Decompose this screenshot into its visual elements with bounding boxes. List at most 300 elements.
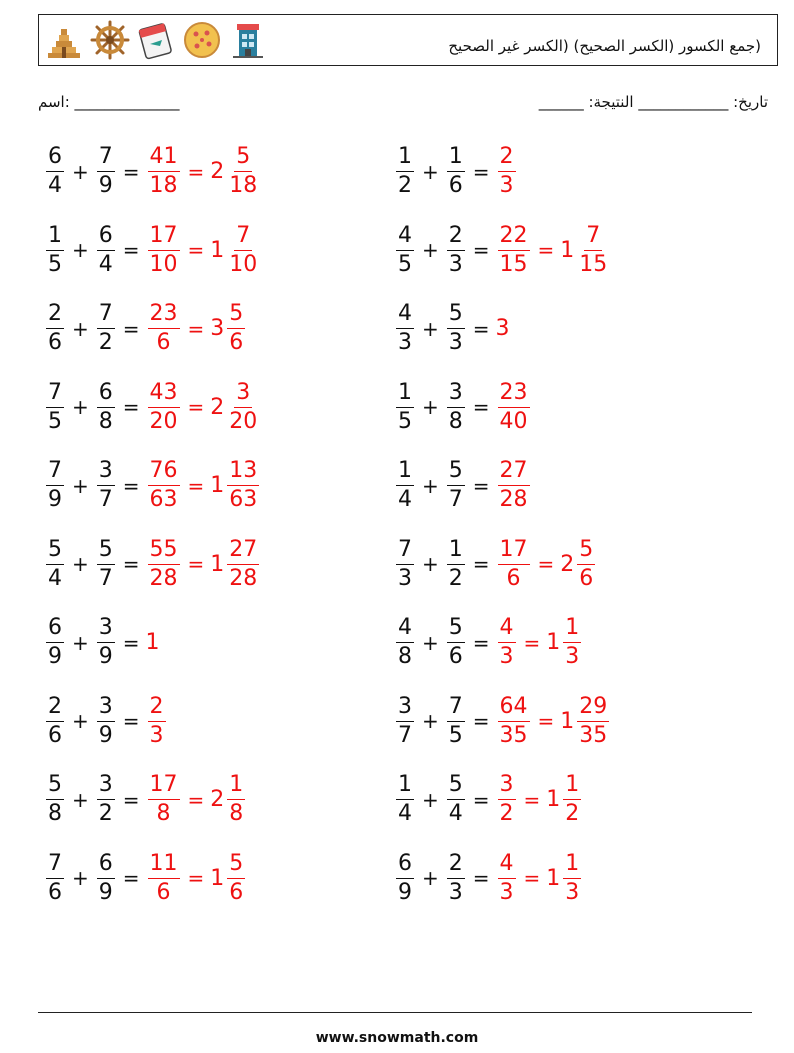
fraction (447, 773, 465, 826)
denominator: 9 (98, 722, 113, 748)
numerator: 1 (396, 459, 414, 486)
equals-sign: = (523, 866, 541, 890)
fraction (396, 145, 414, 198)
denominator: 10 (229, 251, 258, 277)
fraction (46, 302, 64, 355)
numerator: 55 (148, 538, 180, 565)
numerator: 4 (498, 616, 516, 643)
plus-sign: + (422, 316, 439, 341)
fraction (498, 695, 530, 748)
denominator: 5 (398, 251, 412, 277)
denominator: 3 (499, 173, 514, 198)
mixed-whole: 1 (210, 473, 225, 498)
numerator: 6 (97, 852, 115, 879)
equals-sign: = (187, 866, 205, 890)
denominator: 15 (579, 251, 608, 277)
numerator: 1 (563, 773, 581, 800)
numerator: 6 (97, 381, 115, 408)
fraction (396, 381, 414, 434)
fraction (498, 224, 530, 277)
numerator: 3 (498, 773, 516, 800)
fraction (396, 538, 414, 591)
numerator: 6 (46, 616, 64, 643)
fraction (563, 616, 581, 669)
numerator: 23 (148, 302, 180, 329)
fraction (148, 773, 180, 826)
fraction (148, 459, 180, 512)
plus-sign: + (422, 238, 439, 262)
numerator: 17 (148, 773, 180, 800)
plus-sign: + (72, 159, 89, 184)
equals-sign: = (187, 552, 205, 576)
denominator: 6 (579, 565, 594, 591)
fraction (447, 852, 465, 905)
worksheet-header (38, 14, 778, 66)
denominator: 3 (448, 879, 463, 905)
fraction (577, 538, 595, 591)
denominator: 20 (149, 408, 178, 434)
numerator: 1 (227, 773, 245, 800)
fraction (46, 538, 64, 591)
denominator: 28 (149, 565, 178, 591)
numerator: 5 (46, 538, 64, 565)
equals-sign: = (122, 395, 140, 419)
denominator: 4 (398, 487, 412, 512)
fraction (97, 224, 115, 277)
denominator: 9 (48, 644, 62, 669)
fraction (447, 459, 465, 512)
denominator: 3 (565, 879, 580, 905)
fraction (577, 224, 609, 277)
equals-sign: = (122, 159, 140, 184)
equals-sign: = (537, 709, 555, 733)
fraction (46, 224, 64, 277)
denominator: 4 (98, 251, 113, 277)
mixed-whole: 2 (210, 787, 225, 812)
fraction (396, 852, 414, 905)
denominator: 7 (98, 487, 113, 512)
fraction (498, 381, 530, 434)
numerator: 5 (227, 852, 245, 879)
numerator: 76 (148, 459, 180, 486)
denominator: 20 (229, 408, 258, 434)
problem-row (394, 695, 611, 748)
numerator: 2 (447, 852, 465, 879)
boarding-pass-icon (136, 20, 176, 60)
fraction (227, 773, 245, 826)
numerator: 7 (396, 538, 414, 565)
denominator: 8 (229, 801, 244, 826)
equals-sign: = (187, 473, 205, 498)
numerator: 5 (447, 302, 465, 329)
denominator: 7 (448, 487, 463, 512)
equals-sign: = (472, 473, 490, 498)
plus-sign: + (422, 709, 439, 733)
problem-row (44, 459, 261, 512)
numerator: 17 (498, 538, 530, 565)
problem-row (44, 302, 247, 355)
denominator: 8 (448, 408, 463, 434)
name-field: اسم: ______________ (38, 93, 180, 111)
denominator: 8 (48, 801, 62, 826)
denominator: 63 (149, 487, 178, 512)
problem-row (394, 224, 611, 277)
equals-sign: = (187, 238, 205, 262)
problem-row (44, 145, 261, 198)
equals-sign: = (472, 552, 490, 576)
problem-row (394, 459, 532, 512)
denominator: 15 (499, 251, 528, 277)
fraction (396, 302, 414, 355)
fraction (148, 538, 180, 591)
equals-sign: = (472, 630, 490, 655)
denominator: 3 (398, 330, 412, 355)
footer-divider (38, 1012, 752, 1013)
fraction (97, 616, 115, 669)
denominator: 2 (398, 173, 412, 198)
fraction (97, 538, 115, 591)
denominator: 4 (48, 173, 62, 198)
denominator: 4 (48, 565, 62, 591)
denominator: 6 (448, 644, 463, 669)
denominator: 6 (448, 173, 463, 198)
equals-sign: = (187, 787, 205, 812)
numerator: 2 (46, 695, 64, 722)
fraction (97, 852, 115, 905)
plus-sign: + (72, 473, 89, 498)
numerator: 6 (396, 852, 414, 879)
plus-sign: + (422, 552, 439, 576)
numerator: 7 (46, 852, 64, 879)
plus-sign: + (422, 630, 439, 655)
plus-sign: + (422, 159, 439, 184)
fraction (46, 695, 64, 748)
equals-sign: = (472, 238, 490, 262)
fraction (563, 852, 581, 905)
equals-sign: = (523, 630, 541, 655)
fraction (498, 852, 516, 905)
denominator: 3 (398, 565, 412, 591)
plus-sign: + (422, 473, 439, 498)
equals-sign: = (122, 787, 140, 812)
problem-row (44, 852, 247, 905)
denominator: 7 (398, 722, 412, 748)
plus-sign: + (72, 238, 89, 262)
numerator: 7 (97, 302, 115, 329)
fraction (447, 538, 465, 591)
fraction (97, 695, 115, 748)
fraction (447, 145, 465, 198)
numerator: 5 (447, 459, 465, 486)
denominator: 8 (156, 801, 171, 826)
denominator: 5 (48, 251, 62, 277)
denominator: 3 (448, 330, 463, 355)
numerator: 1 (447, 145, 465, 172)
fraction (97, 459, 115, 512)
fraction (447, 616, 465, 669)
denominator: 2 (448, 565, 463, 591)
equals-sign: = (523, 787, 541, 812)
fraction (227, 145, 259, 198)
equals-sign: = (537, 552, 555, 576)
denominator: 35 (499, 722, 528, 748)
header-icons (44, 20, 268, 60)
numerator: 23 (498, 381, 530, 408)
denominator: 28 (229, 565, 258, 591)
numerator: 1 (563, 852, 581, 879)
denominator: 6 (506, 565, 521, 591)
denominator: 8 (398, 644, 412, 669)
denominator: 18 (229, 173, 258, 198)
numerator: 29 (577, 695, 609, 722)
numerator: 1 (396, 381, 414, 408)
numerator: 17 (148, 224, 180, 251)
fraction (396, 695, 414, 748)
equals-sign: = (122, 709, 140, 733)
footer-url: www.snowmath.com (315, 1030, 479, 1046)
numerator: 5 (577, 538, 595, 565)
fraction (227, 302, 245, 355)
numerator: 6 (97, 224, 115, 251)
fraction (447, 302, 465, 355)
denominator: 6 (156, 330, 171, 355)
numerator: 3 (97, 459, 115, 486)
numerator: 5 (97, 538, 115, 565)
fraction (46, 852, 64, 905)
numerator: 3 (97, 773, 115, 800)
problem-row (394, 616, 583, 669)
plus-sign: + (72, 316, 89, 341)
equals-sign: = (187, 316, 205, 341)
numerator: 7 (97, 145, 115, 172)
denominator: 6 (229, 879, 244, 905)
plus-sign: + (422, 866, 439, 890)
fraction (97, 381, 115, 434)
numerator: 3 (97, 616, 115, 643)
plus-sign: + (72, 866, 89, 890)
numerator: 3 (447, 381, 465, 408)
plus-sign: + (72, 552, 89, 576)
fraction (97, 145, 115, 198)
denominator: 2 (98, 330, 113, 355)
numerator: 41 (148, 145, 180, 172)
numerator: 2 (46, 302, 64, 329)
numerator: 3 (396, 695, 414, 722)
fraction (498, 538, 530, 591)
fraction (148, 381, 180, 434)
plus-sign: + (422, 787, 439, 812)
problem-row (394, 145, 518, 198)
numerator: 5 (227, 302, 245, 329)
numerator: 13 (227, 459, 259, 486)
plus-sign: + (72, 630, 89, 655)
numerator: 64 (498, 695, 530, 722)
denominator: 6 (48, 879, 62, 905)
numerator: 1 (396, 145, 414, 172)
equals-sign: = (122, 866, 140, 890)
numerator: 27 (227, 538, 259, 565)
fraction (396, 459, 414, 512)
denominator: 9 (398, 879, 412, 905)
numerator: 5 (234, 145, 252, 172)
problem-row (44, 381, 261, 434)
denominator: 5 (448, 722, 463, 748)
problem-row (44, 224, 261, 277)
fraction (46, 773, 64, 826)
fraction (396, 773, 414, 826)
problem-row (394, 773, 583, 826)
plus-sign: + (72, 395, 89, 419)
equals-sign: = (472, 787, 490, 812)
fraction (227, 381, 259, 434)
denominator: 8 (98, 408, 113, 434)
plus-sign: + (72, 709, 89, 733)
equals-sign: = (122, 238, 140, 262)
denominator: 40 (499, 408, 528, 434)
numerator: 1 (447, 538, 465, 565)
problem-row (44, 695, 168, 748)
denominator: 5 (398, 408, 412, 434)
denominator: 3 (448, 251, 463, 277)
plus-sign: + (422, 395, 439, 419)
denominator: 6 (156, 879, 171, 905)
denominator: 6 (229, 330, 244, 355)
mixed-whole: 3 (210, 316, 225, 341)
problem-row (44, 773, 247, 826)
fraction (227, 852, 245, 905)
fraction (577, 695, 609, 748)
fraction (148, 145, 180, 198)
mixed-whole: 1 (560, 237, 575, 263)
problem-row (394, 302, 510, 355)
fraction (46, 616, 64, 669)
numerator: 7 (234, 224, 252, 251)
numerator: 5 (447, 616, 465, 643)
mixed-whole: 2 (210, 394, 225, 420)
mixed-whole: 1 (210, 551, 225, 577)
equals-sign: = (472, 709, 490, 733)
date-score-field: ______ :تاريخ: ____________ النتيجة (538, 93, 768, 111)
mixed-whole: 1 (546, 630, 561, 655)
equals-sign: = (122, 630, 140, 655)
denominator: 4 (448, 801, 463, 826)
equals-sign: = (187, 395, 205, 419)
denominator: 3 (565, 644, 580, 669)
pizza-icon (182, 20, 222, 60)
numerator: 43 (148, 381, 180, 408)
numerator: 4 (396, 224, 414, 251)
numerator: 3 (234, 381, 252, 408)
fraction (396, 616, 414, 669)
fraction (148, 695, 166, 748)
numerator: 5 (447, 773, 465, 800)
equals-sign: = (472, 316, 490, 341)
fraction (227, 459, 259, 512)
denominator: 9 (98, 879, 113, 905)
numerator: 11 (148, 852, 180, 879)
numerator: 2 (498, 145, 516, 172)
fraction (227, 538, 259, 591)
numerator: 1 (563, 616, 581, 643)
denominator: 2 (565, 801, 580, 826)
numerator: 4 (498, 852, 516, 879)
fraction (46, 459, 64, 512)
denominator: 2 (98, 801, 113, 826)
mixed-whole: 1 (546, 787, 561, 812)
denominator: 2 (499, 801, 514, 826)
pyramid-icon (44, 20, 84, 60)
answer-whole: 3 (495, 316, 510, 341)
denominator: 9 (98, 173, 113, 198)
denominator: 35 (579, 722, 608, 748)
equals-sign: = (122, 473, 140, 498)
fraction (148, 224, 180, 277)
numerator: 6 (46, 145, 64, 172)
equals-sign: = (472, 395, 490, 419)
mixed-whole: 2 (560, 551, 575, 577)
numerator: 4 (396, 616, 414, 643)
fraction (148, 852, 180, 905)
fraction (498, 459, 530, 512)
fraction (227, 224, 259, 277)
numerator: 7 (46, 459, 64, 486)
mixed-whole: 1 (546, 865, 561, 891)
equals-sign: = (187, 159, 205, 184)
numerator: 3 (97, 695, 115, 722)
numerator: 4 (396, 302, 414, 329)
answer-whole: 1 (145, 630, 160, 655)
fraction (97, 302, 115, 355)
fraction (498, 145, 516, 198)
mixed-whole: 1 (210, 237, 225, 263)
denominator: 6 (48, 722, 62, 748)
numerator: 1 (396, 773, 414, 800)
mixed-whole: 1 (210, 865, 225, 891)
equals-sign: = (122, 316, 140, 341)
denominator: 5 (48, 408, 62, 434)
mixed-whole: 1 (560, 708, 575, 734)
fraction (46, 145, 64, 198)
numerator: 7 (447, 695, 465, 722)
denominator: 9 (98, 644, 113, 669)
fraction (563, 773, 581, 826)
numerator: 2 (148, 695, 166, 722)
mixed-whole: 2 (210, 159, 225, 184)
problem-row (394, 538, 597, 591)
problem-row (44, 616, 160, 669)
problem-row (394, 381, 532, 434)
problem-row (44, 538, 261, 591)
fraction (46, 381, 64, 434)
numerator: 7 (584, 224, 602, 251)
denominator: 6 (48, 330, 62, 355)
fraction (447, 695, 465, 748)
fraction (447, 224, 465, 277)
numerator: 7 (46, 381, 64, 408)
denominator: 18 (149, 173, 178, 198)
denominator: 7 (98, 565, 113, 591)
equals-sign: = (537, 238, 555, 262)
denominator: 28 (499, 487, 528, 512)
numerator: 2 (447, 224, 465, 251)
denominator: 9 (48, 487, 62, 512)
equals-sign: = (472, 866, 490, 890)
problem-row (394, 852, 583, 905)
plus-sign: + (72, 787, 89, 812)
denominator: 10 (149, 251, 178, 277)
ship-wheel-icon (90, 20, 130, 60)
numerator: 5 (46, 773, 64, 800)
